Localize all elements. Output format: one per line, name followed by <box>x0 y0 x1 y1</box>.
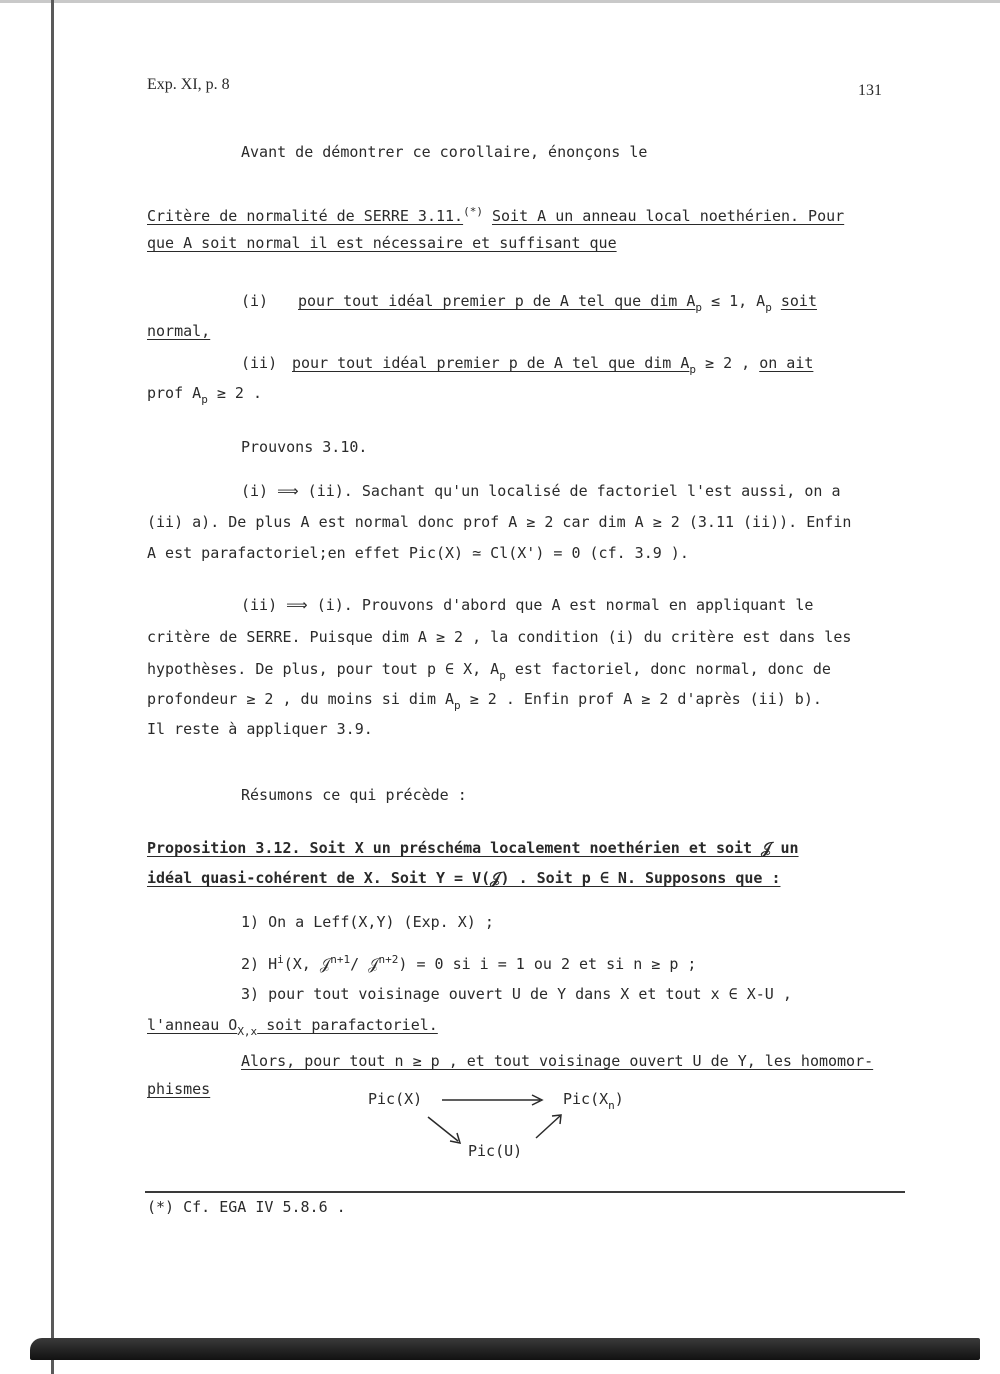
arrow-pic-x-to-pic-u <box>428 1117 458 1141</box>
condition-ii-end: on ait <box>759 354 814 372</box>
hypothesis-2-sup-3: n+2 <box>378 953 399 966</box>
anneau-subscript: X,x <box>237 1025 258 1038</box>
prof-text: prof A <box>147 384 202 402</box>
condition-ii-text: pour tout idéal premier p de A tel que dim A <box>292 354 690 372</box>
condition-i-end: soit <box>780 292 817 310</box>
diagram-pic-xn-close: ) <box>614 1090 624 1108</box>
criterion-statement: Soit A un anneau local noethérien. Pour <box>491 207 845 225</box>
diagram-pic-xn-text: Pic(X <box>563 1090 609 1108</box>
intro-line: Avant de démontrer ce corollaire, énonçons le <box>241 143 648 161</box>
proof-2-line-4-subscript: p <box>454 699 461 712</box>
hypothesis-2-b: (X, 𝒥 <box>283 955 331 973</box>
hypothesis-2-sup: i <box>277 953 284 966</box>
hypothesis-3: 3) pour tout voisinage ouvert U de Y dans X et tout x ∈ X-U , <box>241 985 792 1003</box>
phismes-word: phismes <box>147 1080 211 1098</box>
footnote-mark: (*) <box>463 205 483 218</box>
page-number: 131 <box>858 82 882 99</box>
proof-2-line-5: Il reste à appliquer 3.9. <box>147 720 373 738</box>
proof-1-line-3: A est parafactoriel;en effet Pic(X) ≃ Cl(X') = 0 (cf. 3.9 ). <box>147 544 689 562</box>
condition-ii-subscript: p <box>689 363 696 376</box>
footnote-rule <box>145 1191 905 1193</box>
summary-line: Résumons ce qui précède : <box>241 786 467 804</box>
criterion-title: Critère de normalité de SERRE 3.11. <box>147 207 464 225</box>
proof-1-line-2: (ii) a). De plus A est normal donc prof A ≥ 2 car dim A ≥ 2 (3.11 (ii)). Enfin <box>147 513 852 531</box>
anneau-text: l'anneau O <box>147 1016 238 1034</box>
condition-i-subscript: p <box>695 301 702 314</box>
condition-ii-number: (ii) <box>241 354 278 372</box>
hypothesis-2-sup-2: n+1 <box>330 953 351 966</box>
condition-i-number: (i) <box>241 292 269 310</box>
hypothesis-2-c: / 𝒥 <box>350 955 379 973</box>
condition-i-relation: ≤ 1, A <box>711 292 766 310</box>
proof-2-line-4-text: profondeur ≥ 2 , du moins si dim A <box>147 690 455 708</box>
hypothesis-2-a: 2) H <box>241 955 278 973</box>
prof-subscript: p <box>201 393 208 406</box>
criterion-line-2: que A soit normal il est nécessaire et suffisant que <box>147 234 617 252</box>
proposition-line-1: Proposition 3.12. Soit X un préschéma localement noethérien et soit 𝒥 un <box>147 839 799 857</box>
condition-ii-relation: ≥ 2 , <box>705 354 751 372</box>
footnote: (*) Cf. EGA IV 5.8.6 . <box>147 1198 346 1216</box>
diagram-pic-xn-subscript: n <box>608 1099 615 1112</box>
proof-heading: Prouvons 3.10. <box>241 438 368 456</box>
condition-i-text: pour tout idéal premier p de A tel que dim A <box>298 292 696 310</box>
proof-2-line-1: (ii) ⟹ (i). Prouvons d'abord que A est normal en appliquant le <box>241 596 814 614</box>
conclusion-line: Alors, pour tout n ≥ p , et tout voisinage ouvert U de Y, les homomor- <box>241 1052 874 1070</box>
diagram-pic-x: Pic(X) <box>368 1090 423 1108</box>
condition-i-normal: normal, <box>147 322 211 340</box>
proof-1-line-1: (i) ⟹ (ii). Sachant qu'un localisé de factoriel l'est aussi, on a <box>241 482 841 500</box>
prof-relation: ≥ 2 . <box>216 384 262 402</box>
proof-2-line-3-end: est factoriel, donc normal, donc de <box>505 660 831 678</box>
arrow-pic-u-to-pic-xn <box>536 1116 560 1138</box>
scan-bottom-edge <box>30 1338 980 1360</box>
proof-2-line-2: critère de SERRE. Puisque dim A ≥ 2 , la condition (i) du critère est dans les <box>147 628 852 646</box>
proof-2-line-3-subscript: p <box>499 669 506 682</box>
anneau-end: soit parafactoriel. <box>257 1016 438 1034</box>
hypothesis-2-d: ) = 0 si i = 1 ou 2 et si n ≥ p ; <box>398 955 697 973</box>
proof-2-line-3-text: hypothèses. De plus, pour tout p ∈ X, A <box>147 660 500 678</box>
header-reference: Exp. XI, p. 8 <box>147 76 230 93</box>
condition-i-subscript-2: p <box>765 301 772 314</box>
diagram-pic-u: Pic(U) <box>468 1142 523 1160</box>
proof-2-line-4-end: ≥ 2 . Enfin prof A ≥ 2 d'après (ii) b). <box>460 690 822 708</box>
hypothesis-1: 1) On a Leff(X,Y) (Exp. X) ; <box>241 913 494 931</box>
proposition-line-2: idéal quasi-cohérent de X. Soit Y = V(𝒥) . Soit p ∈ N. Supposons que : <box>147 869 781 887</box>
